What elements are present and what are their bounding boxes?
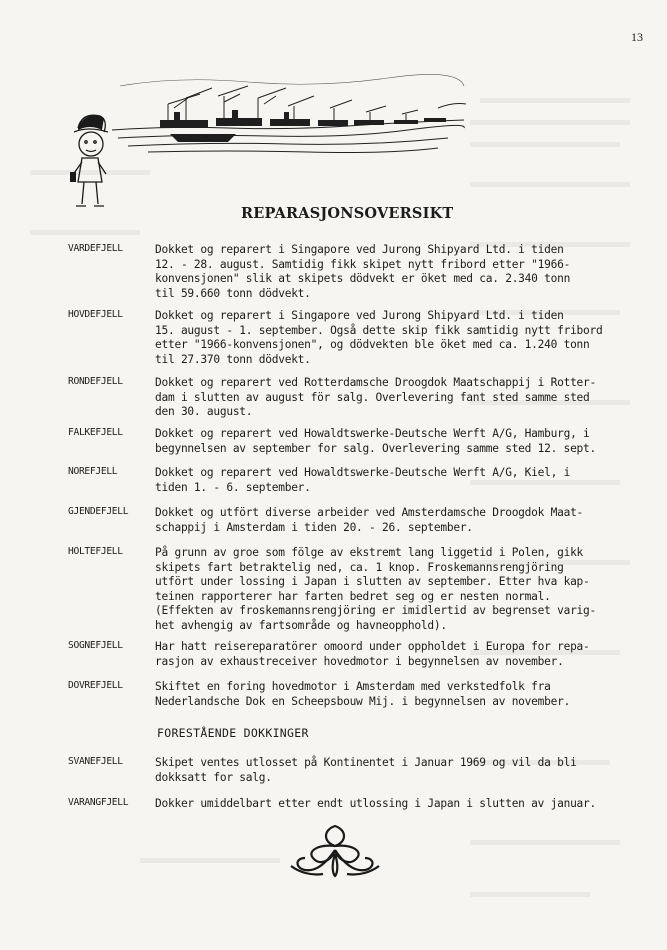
ship-name: SOGNEFJELL <box>68 640 123 651</box>
section-title-upcoming-dockings: FORESTÅENDE DOKKINGER <box>157 726 309 740</box>
text-line: het avhengig av fartsområde og havneopphold). <box>155 618 447 632</box>
text-line: rasjon av exhaustreceiver hovedmotor i begynnelsen av november. <box>155 654 564 668</box>
mascot-illustration <box>64 110 114 214</box>
text-line: Dokket og reparert i Singapore ved Jurong Shipyard Ltd. i tiden <box>155 243 564 256</box>
page-title: REPARASJONSOVERSIKT <box>241 205 454 222</box>
text-line: Dokket og reparert ved Rotterdamsche Droogdok Maatschappij i Rotter- <box>155 376 597 389</box>
ship-name: VARDEFJELL <box>68 243 123 254</box>
text-line: På grunn av groe som fölge av ekstremt lang liggetid i Polen, gikk <box>155 546 584 559</box>
text-line: konvensjonen" slik at skipets dödvekt er öket med ca. 2.340 tonn <box>155 272 571 286</box>
ship-name: SVANEFJELL <box>68 756 123 767</box>
upcoming-description <box>155 756 577 785</box>
text-line: Dokker umiddelbart etter endt utlossing i Japan i slutten av januar. <box>155 797 597 810</box>
text-line: begynnelsen av september for salg. Overlevering samme sted 12. sept. <box>155 441 597 455</box>
ship-name: GJENDEFJELL <box>68 506 129 517</box>
text-line: dokksatt for salg. <box>155 770 272 784</box>
text-line: (Effekten av froskemannsrengjöring er imidlertid av begrenset varig- <box>155 604 597 618</box>
repair-description <box>155 309 603 367</box>
repair-description <box>155 680 570 709</box>
text-line: 12. - 28. august. Samtidig fikk skipet nytt fribord etter "1966- <box>155 257 571 271</box>
ship-name: VARANGFJELL <box>68 797 129 808</box>
text-line: Dokket og reparert i Singapore ved Jurong Shipyard Ltd. i tiden <box>155 309 564 322</box>
ship-name: DOVREFJELL <box>68 680 123 691</box>
text-line: dam i slutten av august för salg. Overlevering fant sted samme sted <box>155 390 590 404</box>
ship-name: FALKEFJELL <box>68 427 123 438</box>
text-line: teinen rapporterer har farten bedret seg og er nesten normal. <box>155 589 551 603</box>
repair-description <box>155 243 570 301</box>
text-line: Har hatt reisereparatörer omoord under oppholdet i Europa for repa- <box>155 640 590 653</box>
repair-description <box>155 506 583 535</box>
repair-description <box>155 466 570 495</box>
text-line: Nederlandsche Dok en Scheepsbouw Mij. i begynnelsen av november. <box>155 694 571 708</box>
text-line: 15. august - 1. september. Også dette skip fikk samtidig nytt fribord <box>155 323 603 337</box>
text-line: Dokket og reparert ved Howaldtswerke-Deutsche Werft A/G, Hamburg, i <box>155 427 590 440</box>
text-line: utfört under lossing i Japan i slutten av september. Etter hva kap- <box>155 575 590 589</box>
text-line: tiden 1. - 6. september. <box>155 480 311 494</box>
text-line: skipets fart betraktelig ned, ca. 1 knop. Froskemannsrengjöring <box>155 560 564 574</box>
harbor-illustration <box>108 68 468 160</box>
ship-name: RONDEFJELL <box>68 376 123 387</box>
text-line: til 27.370 tonn dödvekt. <box>155 352 311 366</box>
repair-description <box>155 640 590 669</box>
ship-name: HOVDEFJELL <box>68 309 123 320</box>
text-line: til 59.660 tonn dödvekt. <box>155 286 311 300</box>
repair-description <box>155 376 596 420</box>
repair-description <box>155 427 596 456</box>
decorative-ornament <box>287 822 383 880</box>
upcoming-description <box>155 797 596 812</box>
text-line: Dokket og utfört diverse arbeider ved Amsterdamsche Droogdok Maat- <box>155 506 584 519</box>
repair-description <box>155 546 596 634</box>
text-line: schappij i Amsterdam i tiden 20. - 26. september. <box>155 520 473 534</box>
ship-name: HOLTEFJELL <box>68 546 123 557</box>
text-line: Skipet ventes utlosset på Kontinentet i Januar 1969 og vil da bli <box>155 756 577 769</box>
text-line: den 30. august. <box>155 405 253 419</box>
text-line: Dokket og reparert ved Howaldtswerke-Deutsche Werft A/G, Kiel, i <box>155 466 571 479</box>
page-number: 13 <box>631 30 643 44</box>
text-line: Skiftet en foring hovedmotor i Amsterdam med verkstedfolk fra <box>155 680 551 693</box>
text-line: etter "1966-konvensjonen", og dödvekten ble öket med ca. 1.240 tonn <box>155 338 590 352</box>
ship-name: NOREFJELL <box>68 466 118 477</box>
